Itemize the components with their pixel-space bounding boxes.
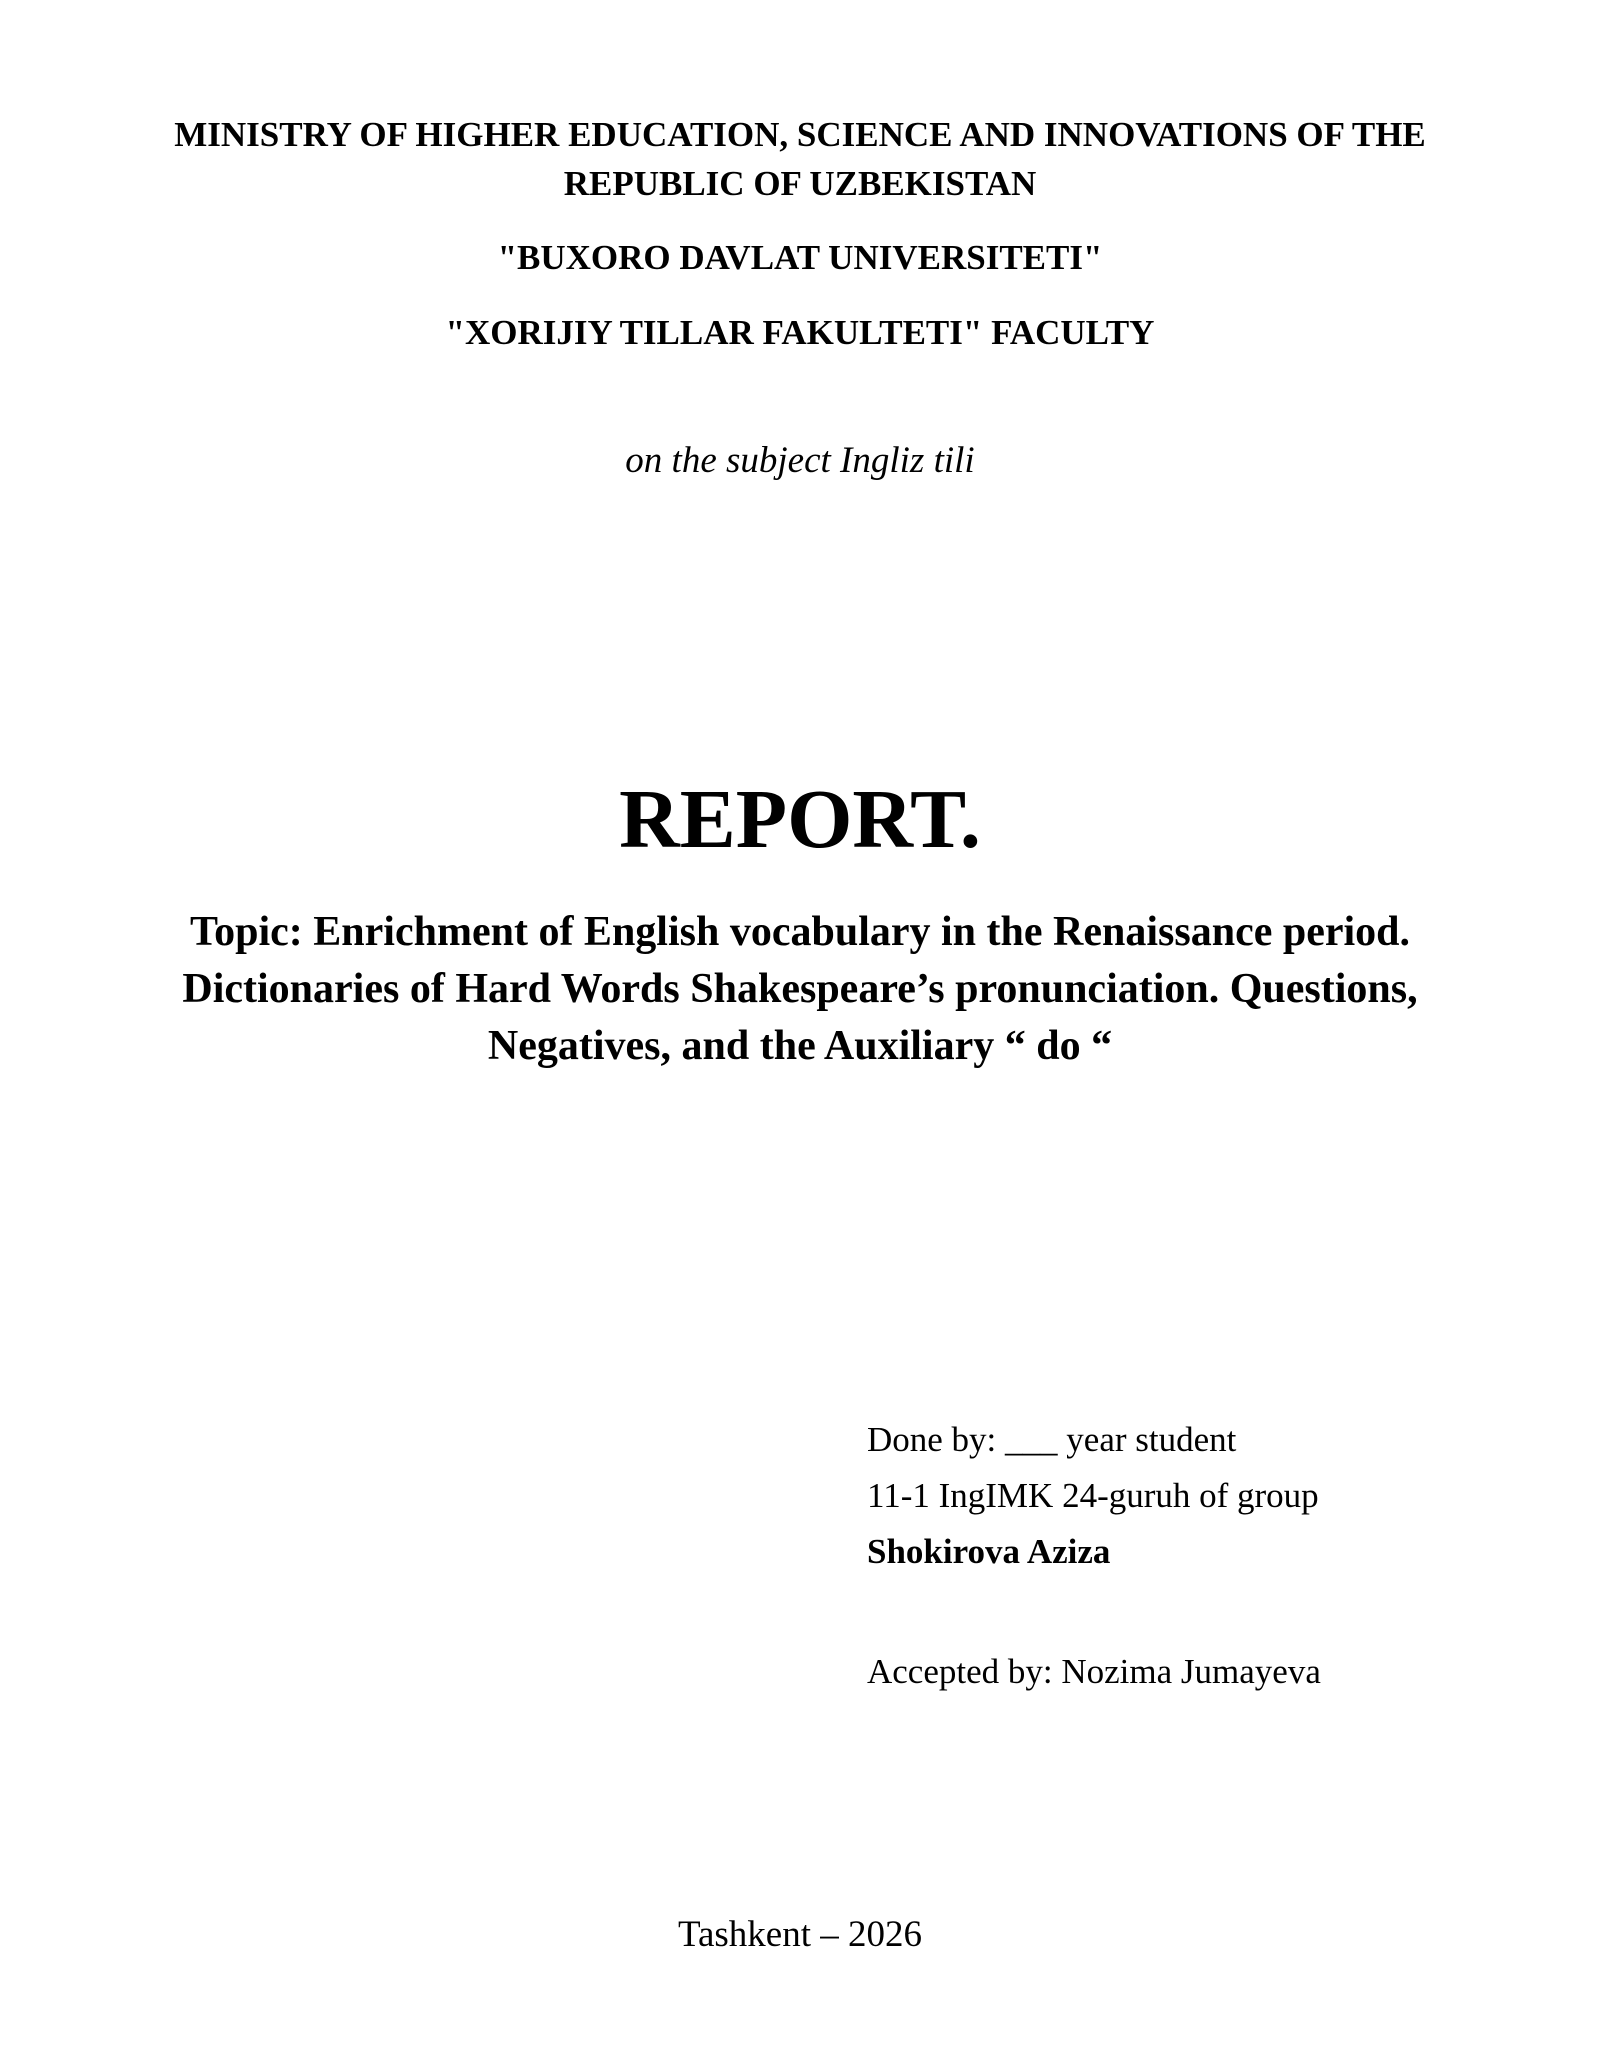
faculty-name: "XORIJIY TILLAR FAKULTETI" FACULTY <box>445 313 1155 352</box>
city-year: Tashkent – 2026 <box>677 1914 923 1955</box>
student-name: Shokirova Aziza <box>867 1532 1111 1571</box>
subject-line: on the subject Ingliz tili <box>625 440 975 481</box>
accepted-by-line: Accepted by: Nozima Jumayeva <box>867 1652 1321 1691</box>
done-by-line: Done by: ___ year student <box>867 1420 1237 1459</box>
group-line: 11-1 IngIMK 24-guruh of group <box>867 1476 1319 1515</box>
ministry-heading: MINISTRY OF HIGHER EDUCATION, SCIENCE AND INNOVATIONS OF THE REPUBLIC OF UZBEKISTAN <box>174 115 1426 203</box>
report-title: REPORT. <box>619 773 981 866</box>
university-name: "BUXORO DAVLAT UNIVERSITETI" <box>497 238 1103 277</box>
topic-text: Topic: Enrichment of English vocabulary in the Renaissance period. Dictionaries of Hard Words Shakespeare’s pronunciation. Questions, Negatives, and the Auxiliary “ do “ <box>182 909 1418 1069</box>
